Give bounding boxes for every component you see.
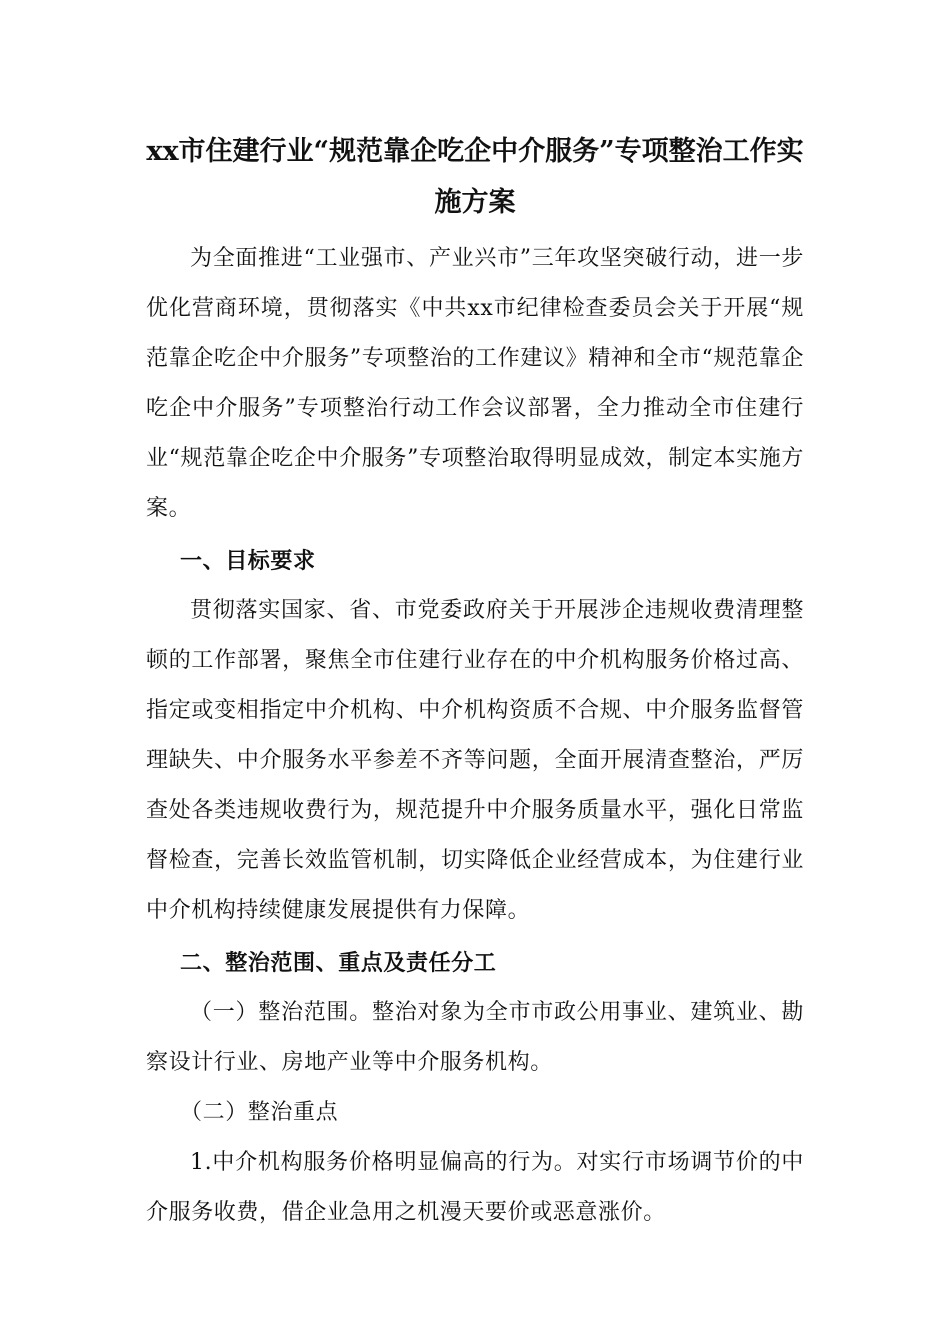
section2-item1-paragraph: 1.中介机构服务价格明显偏高的行为。对实行市场调节价的中介服务收费，借企业急用之机漫天要价或恶意涨价。 [146,1150,804,1225]
section2-scope-paragraph: （一）整治范围。整治对象为全市市政公用事业、建筑业、勘察设计行业、房地产业等中介服务机构。 [146,1000,804,1075]
section1-paragraph: 贯彻落实国家、省、市党委政府关于开展涉企违规收费清理整顿的工作部署，聚焦全市住建行业存在的中介机构服务价格过高、指定或变相指定中介机构、中介机构资质不合规、中介服务监督管理缺失、中介服务水平参差不齐等问题，全面开展清查整治，严厉查处各类违规收费行为，规范提升中介服务质量水平，强化日常监督检查，完善长效监管机制，切实降低企业经营成本，为住建行业中介机构持续健康发展提供有力保障。 [146,598,804,923]
intro-paragraph: 为全面推进“工业强市、产业兴市”三年攻坚突破行动，进一步优化营商环境，贯彻落实《中共xx市纪律检查委员会关于开展“规范靠企吃企中介服务”专项整治的工作建议》精神和全市“规范靠企吃企中介服务”专项整治行动工作会议部署，全力推动全市住建行业“规范靠企吃企中介服务”专项整治取得明显成效，制定本实施方案。 [146,246,804,521]
section2-heading: 二、整治范围、重点及责任分工 [180,950,497,976]
document-title: xx市住建行业“规范靠企吃企中介服务”专项整治工作实施方案 [146,136,804,218]
section2-focus-heading: （二）整治重点 [180,1100,339,1125]
section1-heading: 一、目标要求 [180,548,316,574]
